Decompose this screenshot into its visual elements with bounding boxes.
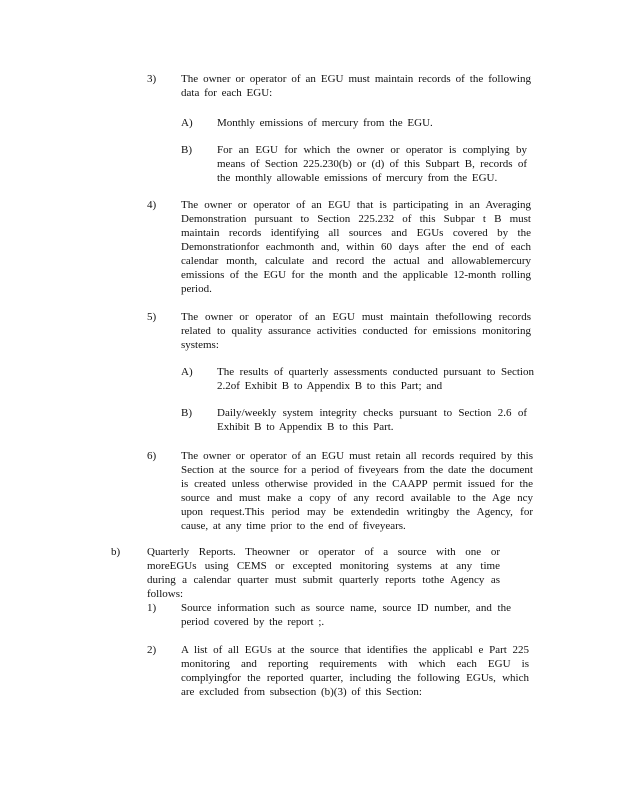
item-marker: B)	[181, 144, 192, 156]
item-text: A list of all EGUs at the source that identifies the applicabl e Part 225 monitoring and reporting requirements with which each EGU is complyingfor the reported quarter, including the following EGUs, which are excluded from subsection (b)(3) of this Section:	[181, 644, 529, 698]
item-text: Quarterly Reports. Theowner or operator of a source with one or moreEGUs using CEMS or excepted monitoring systems at any time during a calendar quarter must submit quarterly reports tothe Agency as follows:	[147, 546, 500, 600]
item-marker: A)	[181, 366, 193, 378]
item-marker: 2)	[147, 644, 157, 656]
item-marker: B)	[181, 407, 192, 419]
item-marker: 3)	[147, 73, 157, 85]
item-text: Source information such as source name, source ID number, and the period covered by the report ;.	[181, 602, 511, 628]
item-text: The owner or operator of an EGU must maintain thefollowing records related to quality assurance activities conducted for emissions monitoring systems:	[181, 311, 531, 351]
item-marker: 4)	[147, 199, 157, 211]
item-text: Daily/weekly system integrity checks pursuant to Section 2.6 of Exhibit B to Appendix B to this Part.	[217, 407, 527, 433]
item-text: Monthly emissions of mercury from the EGU.	[217, 117, 433, 129]
item-text: The owner or operator of an EGU that is participating in an Averaging Demonstration pursuant to Section 225.232 of this Subpar t B must maintain records identifying all sources and EGUs covered by the Demonstrationfor eachmonth and, within 60 days after the end of each calendar month, calculate and record the actual and allowablemercury emissions of the EGU for the month and the applicable 12-month rolling period.	[181, 199, 531, 295]
item-text: The owner or operator of an EGU must maintain records of the following data for each EGU:	[181, 73, 531, 99]
item-text: For an EGU for which the owner or operator is complying by means of Section 225.230(b) or (d) of this Subpart B, records of the monthly allowable emissions of mercury from the EGU.	[217, 144, 527, 184]
item-marker: A)	[181, 117, 193, 129]
item-text: The results of quarterly assessments conducted pursuant to Section 2.2of Exhibit B to Appendix B to this Part; and	[217, 366, 534, 392]
item-text: The owner or operator of an EGU must retain all records required by this Section at the source for a period of fiveyears from the date the document is created unless otherwise provided in the CAAPP permit issued for the source and must make a copy of any record available to the Age ncy upon request.This period may be extendedin writingby the Agency, for cause, at any time prior to the end of fiveyears.	[181, 450, 533, 532]
item-marker: 5)	[147, 311, 157, 323]
item-marker: 6)	[147, 450, 157, 462]
item-marker: 1)	[147, 602, 157, 614]
item-marker: b)	[111, 546, 121, 558]
